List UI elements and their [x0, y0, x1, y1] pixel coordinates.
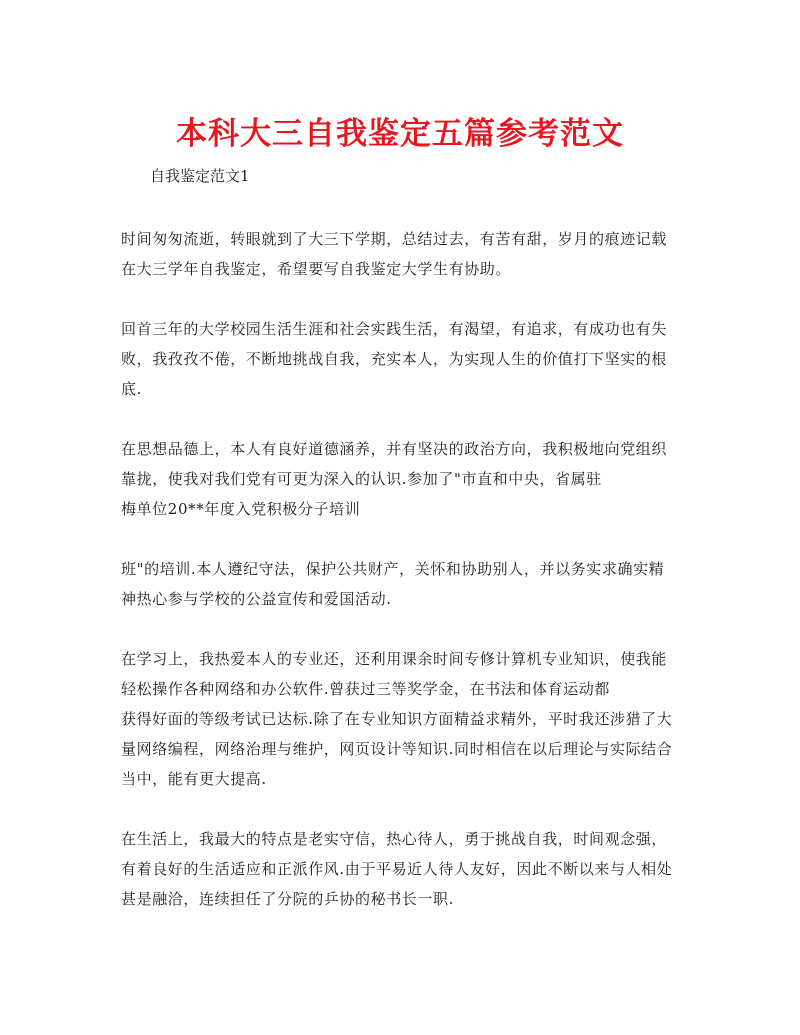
paragraph-line: 靠拢，使我对我们党有可更为深入的认识.参加了"市直和中央，省属驻: [121, 470, 602, 488]
paragraph-line: 梅单位20**年度入党积极分子培训: [121, 500, 361, 518]
paragraph-line: 底.: [121, 380, 142, 398]
paragraph-line: 在生活上，我最大的特点是老实守信，热心待人，勇于挑战自我，时间观念强，: [121, 830, 668, 848]
document-title: 本科大三自我鉴定五篇参考范文: [176, 116, 624, 152]
paragraph-line: 在思想品德上，本人有良好道德涵养，并有坚决的政治方向，我积极地向党组织: [121, 440, 668, 458]
paragraph-line: 时间匆匆流逝，转眼就到了大三下学期，总结过去，有苦有甜，岁月的痕迹记载: [121, 230, 668, 248]
paragraph-line: 当中，能有更大提高.: [121, 770, 267, 788]
paragraph-line: 在大三学年自我鉴定，希望要写自我鉴定大学生有协助。: [121, 260, 512, 278]
section-subtitle: 自我鉴定范文1: [150, 167, 250, 185]
paragraph-line: 败，我孜孜不倦，不断地挑战自我，充实本人，为实现人生的价值打下坚实的根: [121, 350, 668, 368]
paragraph-line: 轻松操作各种网络和办公软件.曾获过三等奖学金，在书法和体育运动都: [121, 680, 610, 698]
paragraph-line: 获得好面的等级考试已达标.除了在专业知识方面精益求精外，平时我还涉猎了大: [121, 710, 673, 728]
paragraph-line: 在学习上，我热爱本人的专业还，还利用课余时间专修计算机专业知识，使我能: [121, 650, 668, 668]
paragraph-line: 回首三年的大学校园生活生涯和社会实践生活，有渴望，有追求，有成功也有失: [121, 320, 668, 338]
paragraph-line: 有着良好的生活适应和正派作风.由于平易近人待人友好，因此不断以来与人相处: [121, 860, 673, 878]
paragraph-line: 班"的培训.本人遵纪守法，保护公共财产，关怀和协助别人，并以务实求确实精: [121, 560, 665, 578]
paragraph-line: 神热心参与学校的公益宣传和爱国活动.: [121, 590, 392, 608]
paragraph-line: 量网络编程，网络治理与维护，网页设计等知识.同时相信在以后理论与实际结合: [121, 740, 673, 758]
paragraph-line: 甚是融洽，连续担任了分院的乒协的秘书长一职.: [121, 890, 454, 908]
